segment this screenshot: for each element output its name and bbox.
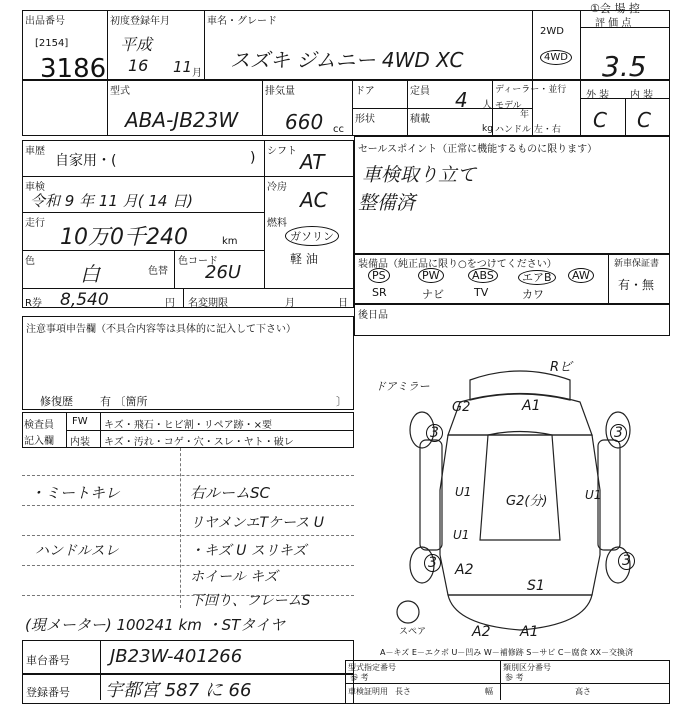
name-value: スズキ ジムニー 4WD XC (230, 48, 464, 72)
mark-3-front-right: 3 (610, 425, 627, 441)
roof-shape (480, 432, 560, 541)
shift-label: シフト (267, 146, 297, 157)
equipment-navi: ナビ (422, 288, 444, 301)
chassis-value: JB23W-401266 (110, 646, 243, 667)
name-change-month: 月 (285, 298, 295, 309)
mark-u1-left: U1 (455, 485, 472, 499)
mileage-value: 10万0千240 (60, 225, 188, 250)
mark-3-rear-right: 3 (618, 553, 635, 569)
rating-label: 評 価 点 (595, 18, 632, 29)
spare-label: スペア (399, 627, 427, 637)
registration-label: 登録番号 (26, 686, 70, 699)
interior-label: 内 装 (630, 90, 654, 101)
fuel-label: 燃料 (267, 218, 287, 229)
capacity-unit: 人 (482, 100, 492, 111)
ac-label: 冷房 (267, 182, 287, 193)
first-reg-label: 初度登録年月 (110, 16, 170, 27)
note-right-room: 右ルームSC (190, 484, 270, 502)
color-code-value: 26U (205, 262, 242, 283)
mark-s1-rear: S1 (527, 578, 545, 594)
doors-label: ドア (355, 86, 375, 97)
diagram-front-label: Rビ (550, 360, 573, 375)
length-label: 長さ (395, 687, 411, 696)
first-reg-era: 平成 (120, 35, 153, 54)
recycle-value: 8,540 (60, 290, 109, 310)
mark-a2-rear-left: A2 (455, 562, 474, 578)
exterior-label: 外 装 (586, 90, 610, 101)
reference-label-1: 参 考 (350, 673, 369, 682)
fw-label: FW (72, 416, 88, 427)
equipment-airbag: エアB (518, 269, 556, 285)
type-cert-label: 型式指定番号 (348, 663, 396, 672)
color-change-label: 色替 (148, 266, 168, 277)
usage-close: ) (250, 150, 256, 166)
mark-u1-left-rear: U1 (453, 528, 470, 542)
inspector-label: 検査員 (24, 420, 54, 431)
shape-label: 形状 (355, 114, 375, 125)
lot-number: 3186 (40, 54, 107, 84)
warranty-value: 有・無 (618, 278, 655, 292)
note-rear-case: リヤメンエTケース U (190, 515, 324, 531)
venue-label: ①会 場 控 (590, 2, 640, 15)
usage-label: 車歴 (25, 146, 45, 157)
load-label: 積載 (410, 114, 430, 125)
note-scratch: ・キズ U スリキズ (190, 543, 307, 559)
mark-a2-bumper: A2 (472, 624, 491, 640)
mileage-unit: km (222, 236, 238, 247)
load-unit: kg (482, 124, 493, 134)
exterior-grade: C (593, 108, 607, 132)
fuel-diesel: 軽 油 (290, 252, 318, 266)
after-items-box (354, 304, 670, 336)
inspection-label: 車検 (25, 182, 45, 193)
name-label: 車名・グレード (207, 16, 277, 27)
selling-points-label: セールスポイント（正常に機能するものに限ります） (358, 144, 598, 155)
model-year-label: モデル (495, 101, 522, 111)
selling-point-1: 車検取り立て (362, 164, 477, 186)
model-value: ABA-JB23W (125, 108, 239, 132)
width-label: 幅 (485, 687, 493, 696)
inspection-value: 令和 9 年 11 月( 14 日) (30, 192, 194, 210)
category-label: 類別区分番号 (503, 663, 551, 672)
repair-value: 有 〔箇所 (100, 395, 148, 408)
mark-a1-hood: A1 (522, 398, 541, 414)
mark-3-front-left: 3 (426, 425, 443, 441)
equipment-sr: SR (372, 286, 387, 299)
year-unit: 年 (520, 110, 530, 120)
spare-tire (397, 601, 419, 623)
usage-value: 自家用・( (55, 153, 117, 169)
registration-value: 宇都宮 587 に 66 (105, 680, 252, 701)
fuel-gasoline-circled: ガソリン (285, 226, 339, 246)
yen-unit: 円 (165, 298, 175, 309)
notes-label: 注意事項申告欄（不具合内容等は具体的に記入して下さい） (26, 324, 296, 335)
chassis-label: 車台番号 (26, 654, 70, 667)
note-underbody: 下回り、フレームS (190, 593, 311, 609)
equipment-label: 装備品（純正品に限り○をつけてください） (358, 259, 557, 270)
entry-label: 記入欄 (24, 436, 54, 447)
name-change-label: 名変期限 (188, 298, 228, 309)
capacity-label: 定員 (410, 86, 430, 97)
name-change-day: 日 (338, 298, 348, 309)
capacity-value: 4 (455, 88, 468, 112)
cert-label: 車検証明用 (348, 687, 388, 696)
first-reg-month: 11 (173, 58, 193, 76)
mark-a1-bumper: A1 (520, 624, 539, 640)
front-bumper-shape (470, 371, 570, 400)
repair-close: 〕 (336, 395, 347, 408)
lot-code: [2154] (35, 38, 69, 49)
ac-value: AC (300, 188, 328, 212)
note-wheel: ホイール キズ (190, 569, 278, 585)
equipment-abs: ABS (468, 269, 498, 282)
mark-3-rear-left: 3 (424, 555, 441, 571)
recycle-label: R券 (25, 298, 42, 309)
mark-g2-front: G2 (452, 400, 471, 415)
equipment-pw: PW (418, 269, 444, 282)
selling-point-2: 整備済 (358, 192, 416, 214)
handle-label: ハンドル 左・右 (495, 125, 561, 135)
mark-u1-right: U1 (585, 488, 602, 502)
repair-label: 修復歴 (40, 395, 73, 408)
fw-items: キズ・飛石・ヒビ割・リペア跡・×要 (104, 420, 272, 431)
rating-value: 3.5 (602, 50, 647, 83)
mark-g2-roof: G2(分) (506, 494, 548, 509)
note-seat-tear: ・ミートキレ (30, 484, 120, 502)
first-reg-year: 16 (128, 56, 149, 75)
drive-4wd-circled: 4WD (540, 50, 572, 65)
diagram-mirror-note: ドアミラー (375, 380, 430, 393)
color-value: 白 (80, 262, 100, 286)
model-label: 型式 (110, 86, 130, 97)
lot-no-label: 出品番号 (25, 16, 65, 27)
displacement-label: 排気量 (265, 86, 295, 97)
shift-value: AT (300, 150, 325, 174)
left-side-shape (420, 440, 442, 550)
equipment-leather: カワ (522, 288, 544, 301)
color-label: 色 (25, 256, 35, 267)
interior-check-label: 内装 (70, 437, 90, 448)
note-odometer: (現メーター) 100241 km ・STタイヤ (25, 616, 285, 634)
dealer-label: ディーラー・並行 (495, 85, 567, 95)
color-code-label: 色コード (178, 256, 218, 267)
damage-legend: A－キズ E－エクボ U－凹み W－補修跡 S－サビ C－腐食 XX－交換済 (380, 648, 634, 657)
mileage-label: 走行 (25, 218, 45, 229)
displacement-value: 660 (285, 110, 324, 134)
displacement-unit: cc (333, 124, 344, 135)
equipment-aw: AW (568, 269, 594, 282)
interior-check-items: キズ・汚れ・コゲ・穴・スレ・ヤト・破レ (104, 437, 294, 448)
equipment-tv: TV (474, 286, 489, 299)
equipment-ps: PS (368, 269, 390, 282)
warranty-label: 新車保証書 (614, 259, 660, 269)
reference-label-2: 参 考 (505, 673, 524, 682)
height-label: 高さ (575, 687, 591, 696)
interior-grade: C (637, 108, 651, 132)
after-items-label: 後日品 (358, 310, 388, 321)
month-unit: 月 (192, 68, 202, 79)
note-handle-wear: ハンドルスレ (35, 543, 119, 559)
drive-2wd: 2WD (540, 26, 564, 37)
